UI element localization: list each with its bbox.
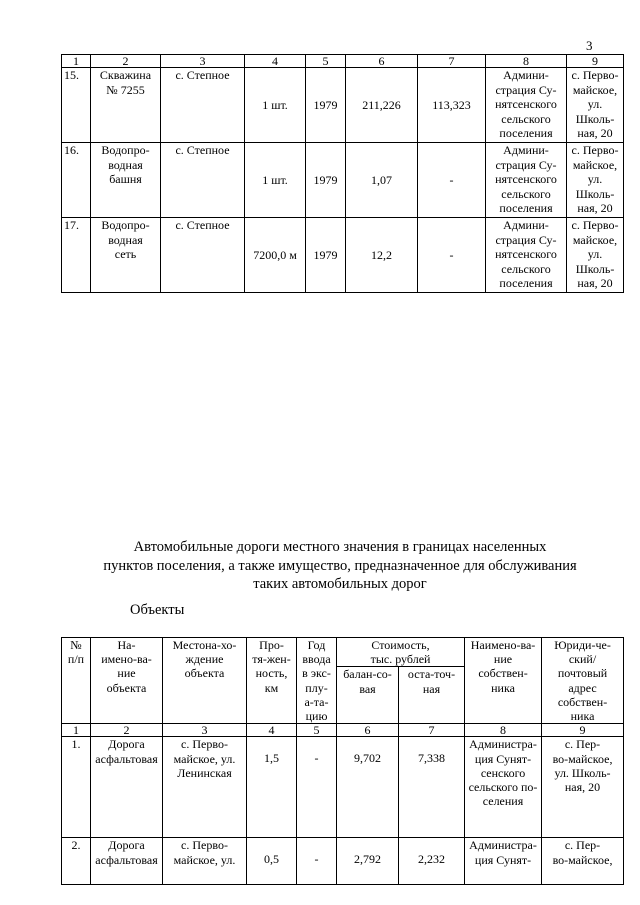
- table-row: [62, 143, 624, 218]
- column-number: 2: [91, 55, 161, 68]
- header-name: На- имено-ва- ние объекта: [91, 638, 163, 724]
- owner-name: Админи- страция Су- нятсенского сельского поселения: [486, 143, 567, 218]
- column-number-row: [62, 55, 624, 68]
- commission-year: 1979: [306, 143, 346, 218]
- object-name: Дорога асфальтовая: [91, 737, 163, 838]
- header-balance: балан-со- вая: [337, 667, 399, 724]
- header-length: Про- тя-жен- ность, км: [247, 638, 297, 724]
- header-residual: оста-точ- ная: [399, 667, 465, 724]
- column-number: 3: [161, 55, 245, 68]
- balance-cost: 12,2: [346, 218, 418, 293]
- column-number: 6: [346, 55, 418, 68]
- header-location: Местона-хо- ждение объекта: [163, 638, 247, 724]
- owner-name: Админи- страция Су- нятсенского сельского поселения: [486, 68, 567, 143]
- object-location: с. Перво- майское, ул. Ленинская: [163, 737, 247, 838]
- column-number-row: [62, 724, 624, 737]
- header-address: Юриди-че- ский/ почтовый адрес собствен- ника: [542, 638, 624, 724]
- object-quantity: 7200,0 м: [245, 218, 306, 293]
- header-row: [62, 638, 624, 667]
- column-number: 3: [163, 724, 247, 737]
- table-row: [62, 218, 624, 293]
- commission-year: -: [297, 737, 337, 838]
- column-number: 6: [337, 724, 399, 737]
- object-quantity: 1 шт.: [245, 143, 306, 218]
- table-row: [62, 737, 624, 838]
- commission-year: 1979: [306, 218, 346, 293]
- commission-year: 1979: [306, 68, 346, 143]
- column-number: 7: [399, 724, 465, 737]
- owner-name: Админи- страция Су- нятсенского сельского поселения: [486, 218, 567, 293]
- column-number: 4: [245, 55, 306, 68]
- header-year: Год ввода в экс- плу- а-та- цию: [297, 638, 337, 724]
- section-title: Автомобильные дороги местного значения в границах населенных пунктов поселения, а также имущество, предназначенное для обслуживания таких автомобильных дорог: [103, 539, 577, 592]
- owner-address: с. Пер- во-майское,: [542, 838, 624, 885]
- object-location: с. Перво- майское, ул.: [163, 838, 247, 885]
- table-row: [62, 838, 624, 885]
- column-number: 9: [567, 55, 624, 68]
- column-number: 8: [486, 55, 567, 68]
- header-cost: Стоимость, тыс. рублей: [337, 638, 465, 667]
- column-number: 1: [62, 55, 91, 68]
- residual-cost: -: [418, 143, 486, 218]
- residual-cost: 2,232: [399, 838, 465, 885]
- column-number: 9: [542, 724, 624, 737]
- owner-name: Администра- ция Сунят-: [465, 838, 542, 885]
- table-row: [62, 68, 624, 143]
- owner-address: с. Перво- майское, ул. Школь- ная, 20: [567, 143, 624, 218]
- road-length: 0,5: [247, 838, 297, 885]
- owner-address: с. Пер- во-майское, ул. Школь- ная, 20: [542, 737, 624, 838]
- object-name: Водопро- водная сеть: [91, 218, 161, 293]
- object-name: Дорога асфальтовая: [91, 838, 163, 885]
- column-number: 7: [418, 55, 486, 68]
- row-number: 16.: [62, 143, 91, 218]
- row-number: 17.: [62, 218, 91, 293]
- object-location: с. Степное: [161, 68, 245, 143]
- page-number: 3: [586, 38, 593, 53]
- commission-year: -: [297, 838, 337, 885]
- object-name: Водопро- водная башня: [91, 143, 161, 218]
- object-name: Скважина № 7255: [91, 68, 161, 143]
- balance-cost: 211,226: [346, 68, 418, 143]
- column-number: 5: [297, 724, 337, 737]
- balance-cost: 2,792: [337, 838, 399, 885]
- column-number: 4: [247, 724, 297, 737]
- balance-cost: 9,702: [337, 737, 399, 838]
- residual-cost: -: [418, 218, 486, 293]
- residual-cost: 7,338: [399, 737, 465, 838]
- owner-address: с. Перво- майское, ул. Школь- ная, 20: [567, 68, 624, 143]
- balance-cost: 1,07: [346, 143, 418, 218]
- column-number: 1: [62, 724, 91, 737]
- column-number: 5: [306, 55, 346, 68]
- header-num: № п/п: [62, 638, 91, 724]
- column-number: 8: [465, 724, 542, 737]
- residual-cost: 113,323: [418, 68, 486, 143]
- water-infrastructure-table: [61, 54, 624, 293]
- roads-table: [61, 637, 624, 885]
- row-number: 1.: [62, 737, 91, 838]
- header-owner: Наимено-ва- ние собствен- ника: [465, 638, 542, 724]
- owner-address: с. Перво- майское, ул. Школь- ная, 20: [567, 218, 624, 293]
- object-location: с. Степное: [161, 143, 245, 218]
- column-number: 2: [91, 724, 163, 737]
- object-location: с. Степное: [161, 218, 245, 293]
- owner-name: Администра- ция Сунят- сенского сельского по- селения: [465, 737, 542, 838]
- object-quantity: 1 шт.: [245, 68, 306, 143]
- row-number: 15.: [62, 68, 91, 143]
- road-length: 1,5: [247, 737, 297, 838]
- row-number: 2.: [62, 838, 91, 885]
- section-subtitle: Объекты: [130, 602, 185, 618]
